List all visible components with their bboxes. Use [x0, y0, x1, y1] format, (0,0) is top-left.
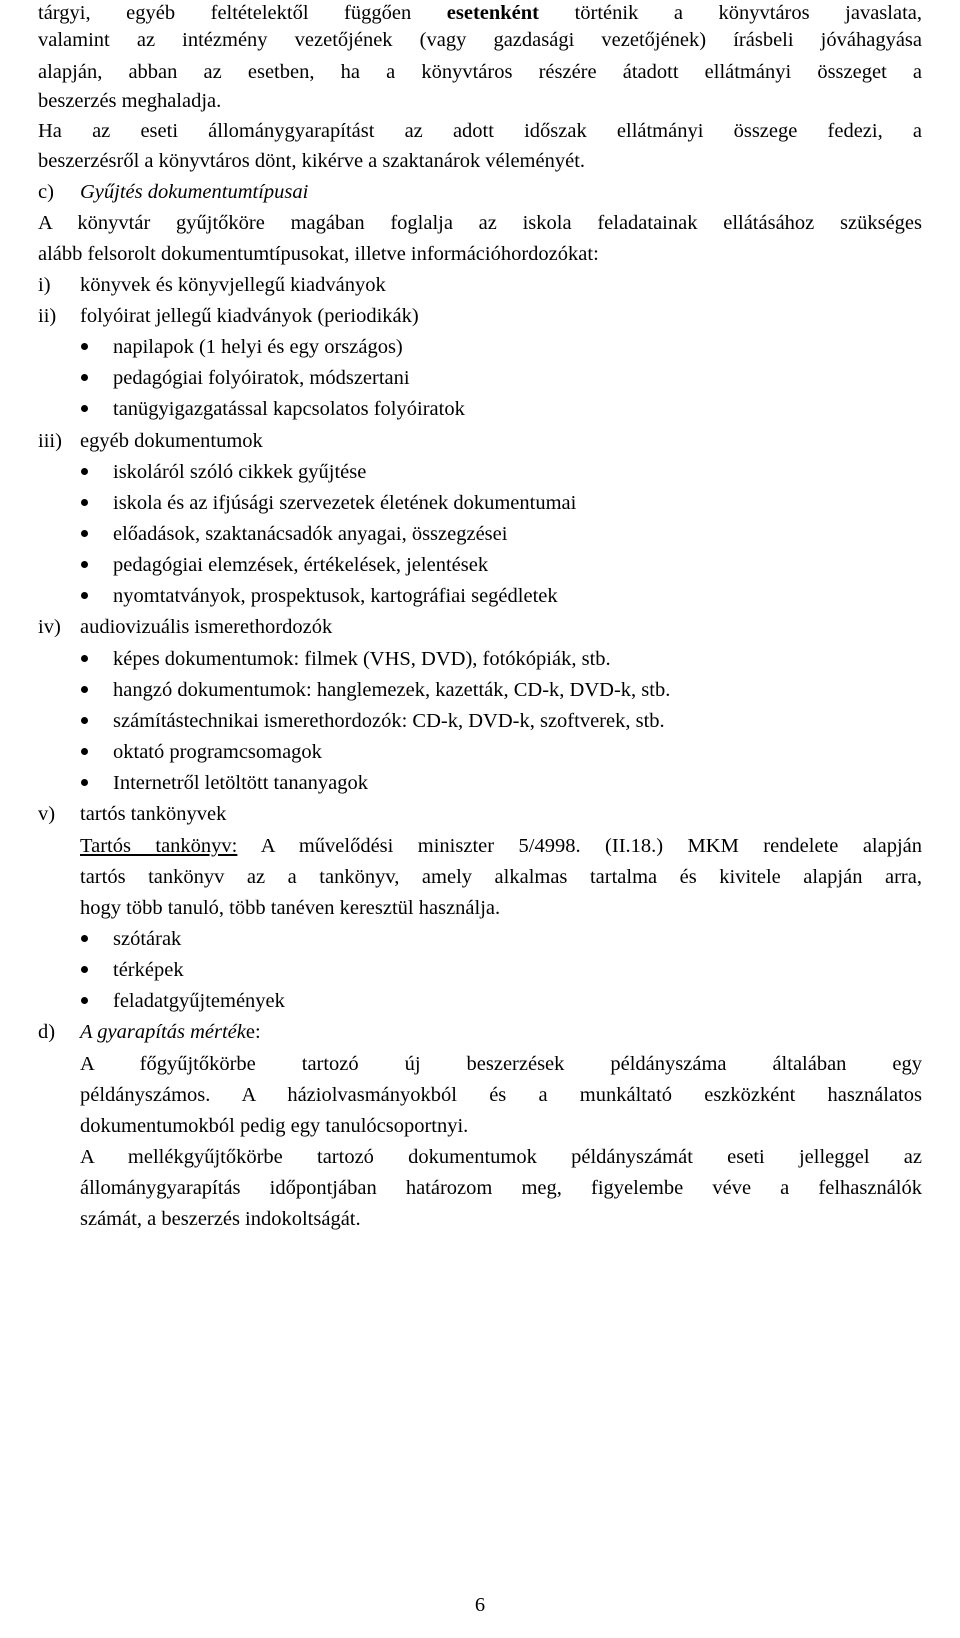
list-item: előadások, szaktanácsadók anyagai, összegzései [81, 521, 507, 547]
bullet-icon [81, 966, 88, 973]
intro-line-6: beszerzésről a könyvtáros dönt, kikérve a szaktanárok véleményét. [38, 150, 586, 172]
section-c-title: Gyűjtés dokumentumtípusai [80, 181, 309, 203]
list-item: térképek [81, 957, 184, 983]
section-d-para2-line-1: A mellékgyűjtőkörbe tartozó dokumentumok példányszámát eseti jelleggel az [80, 1146, 922, 1168]
list-item: szótárak [81, 926, 181, 952]
bullet-icon [81, 748, 88, 755]
section-d-para2-line-3: számát, a beszerzés indokoltságát. [80, 1208, 361, 1230]
bullet-icon [81, 468, 88, 475]
list-item: pedagógiai folyóiratok, módszertani [81, 365, 410, 391]
section-d-heading: d) A gyarapítás mértéke: [38, 1021, 261, 1043]
list-item: iskola és az ifjúsági szervezetek életének dokumentumai [81, 490, 576, 516]
section-d-para1-line-2: példányszámos. A háziolvasmányokból és a munkáltató eszközként használatos [80, 1084, 922, 1106]
definition-line-3: hogy több tanuló, több tanéven keresztül használja. [80, 897, 501, 919]
bullet-icon [81, 592, 88, 599]
bullet-icon [81, 405, 88, 412]
section-c-para-line-1: A könyvtár gyűjtőköre magában foglalja az iskola feladatainak ellátásához szükséges [38, 212, 922, 234]
list-item-v: v) tartós tankönyvek [38, 803, 227, 825]
intro-line-2: valamint az intézmény vezetőjének (vagy gazdasági vezetőjének) írásbeli jóváhagyása [38, 29, 922, 51]
bullet-icon [81, 779, 88, 786]
list-item: hangzó dokumentumok: hanglemezek, kazetták, CD-k, DVD-k, stb. [81, 677, 670, 703]
list-item-iv: iv) audiovizuális ismerethordozók [38, 616, 333, 638]
list-item: Internetről letöltött tananyagok [81, 770, 368, 796]
list-item-ii: ii) folyóirat jellegű kiadványok (periodikák) [38, 305, 419, 327]
definition-line-1: Tartós tankönyv: A művelődési miniszter 5/4998. (II.18.) MKM rendelete alapján [80, 835, 923, 857]
section-c-heading: c) Gyűjtés dokumentumtípusai [38, 181, 309, 203]
page-number: 6 [474, 1594, 486, 1616]
section-c-para-line-2: alább felsorolt dokumentumtípusokat, illetve információhordozókat: [38, 243, 599, 265]
bullet-icon [81, 343, 88, 350]
list-item-iii: iii) egyéb dokumentumok [38, 430, 263, 452]
section-d-para1-line-3: dokumentumokból pedig egy tanulócsoportnyi. [80, 1115, 469, 1137]
list-item: képes dokumentumok: filmek (VHS, DVD), fotókópiák, stb. [81, 646, 611, 672]
bullet-icon [81, 530, 88, 537]
intro-line-5: Ha az eseti állománygyarapítást az adott időszak ellátmányi összege fedezi, a [38, 120, 922, 142]
bullet-icon [81, 374, 88, 381]
bullet-icon [81, 499, 88, 506]
list-item: oktató programcsomagok [81, 739, 322, 765]
intro-line-3: alapján, abban az esetben, ha a könyvtáros részére átadott ellátmányi összeget a [38, 61, 922, 83]
intro-line-4: beszerzés meghaladja. [38, 90, 222, 112]
bullet-icon [81, 717, 88, 724]
list-item: tanügyigazgatással kapcsolatos folyóiratok [81, 396, 465, 422]
section-d-title: A gyarapítás mérték [80, 1021, 246, 1043]
bullet-icon [81, 997, 88, 1004]
bullet-icon [81, 935, 88, 942]
bullet-icon [81, 655, 88, 662]
list-item: pedagógiai elemzések, értékelések, jelentések [81, 552, 488, 578]
bullet-icon [81, 686, 88, 693]
section-d-para1-line-1: A főgyűjtőkörbe tartozó új beszerzések példányszáma általában egy [80, 1053, 922, 1075]
intro-line-1: tárgyi, egyéb feltételektől függően esetenként történik a könyvtáros javaslata, [38, 2, 922, 24]
list-item: nyomtatványok, prospektusok, kartográfiai segédletek [81, 583, 558, 609]
list-item: napilapok (1 helyi és egy országos) [81, 334, 403, 360]
bullet-icon [81, 561, 88, 568]
list-item: iskoláról szóló cikkek gyűjtése [81, 459, 366, 485]
list-item: feladatgyűjtemények [81, 988, 285, 1014]
emphasis-esetenkent: esetenként [446, 2, 540, 24]
list-item-i: i) könyvek és könyvjellegű kiadványok [38, 274, 386, 296]
section-d-para2-line-2: állománygyarapítás időpontjában határozom meg, figyelembe véve a felhasználók [80, 1177, 922, 1199]
list-item: számítástechnikai ismerethordozók: CD-k, DVD-k, szoftverek, stb. [81, 708, 665, 734]
definition-line-2: tartós tankönyv az a tankönyv, amely alkalmas tartalma és kivitele alapján arra, [80, 866, 922, 888]
definition-term: Tartós tankönyv: [80, 835, 238, 857]
